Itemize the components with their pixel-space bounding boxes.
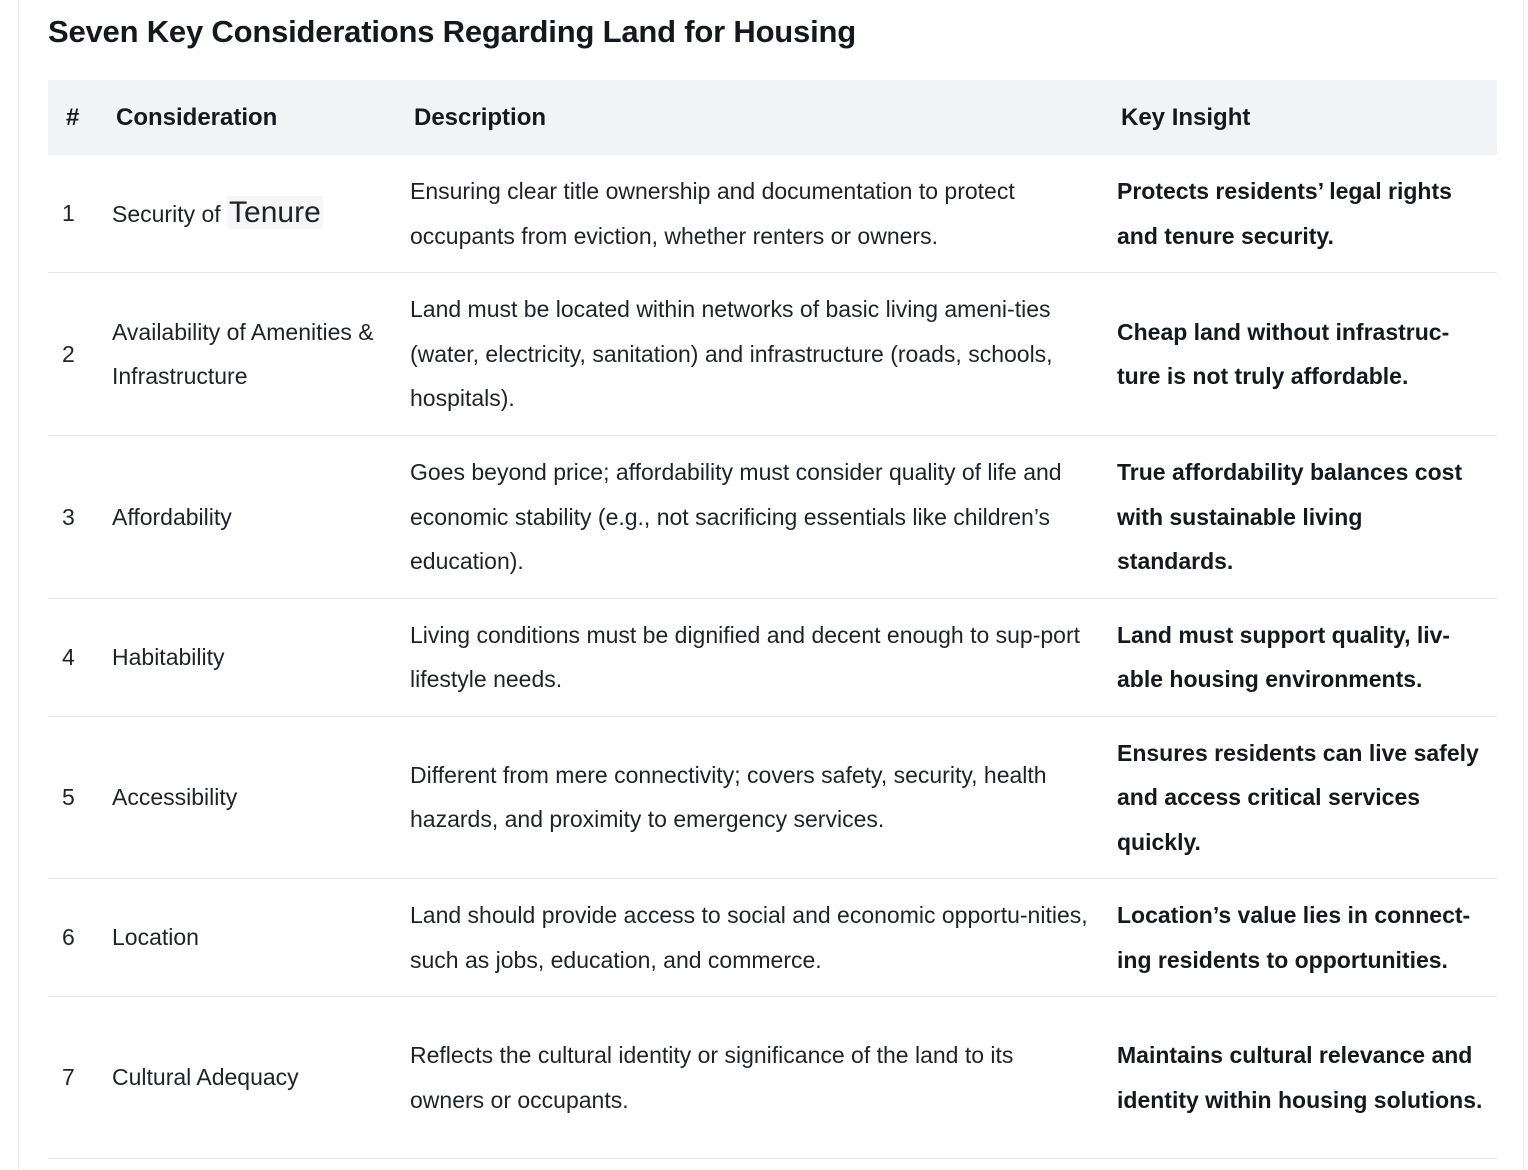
- row-consideration: Location: [112, 924, 199, 951]
- table-header-row: [48, 80, 1497, 155]
- header-number: #: [66, 103, 80, 131]
- row-consideration: Availability of Amenities & Infrastructure: [112, 318, 374, 389]
- row-consideration: [98, 155, 396, 273]
- consideration-prefix: Security of: [112, 200, 228, 227]
- row-key-insight: Ensures residents can live safely and access critical services quickly.: [1117, 739, 1479, 855]
- row-description: Land should provide access to social and economic opportu-nities, such as jobs, education, and commerce.: [410, 902, 1088, 973]
- row-description: Land must be located within networks of basic living ameni-ties (water, electricity, sanitation) and infrastructure (roads, schools, hospitals).: [410, 296, 1053, 412]
- row-description: Reflects the cultural identity or significance of the land to its owners or occupants.: [410, 1042, 1014, 1113]
- table-row: [48, 155, 1497, 273]
- row-key-insight: Location’s value lies in connect-ing residents to opportunities.: [1117, 902, 1471, 973]
- page-title: Seven Key Considerations Regarding Land for Housing: [48, 14, 856, 49]
- row-description: Ensuring clear title ownership and documentation to protect occupants from eviction, whether renters or owners.: [410, 178, 1015, 249]
- row-number: 2: [62, 340, 75, 367]
- row-number: 6: [62, 924, 75, 951]
- row-key-insight: True affordability balances cost with sustainable living standards.: [1117, 459, 1463, 574]
- row-number: 5: [62, 784, 75, 810]
- row-description: Living conditions must be dignified and decent enough to sup-port lifestyle needs.: [410, 621, 1081, 692]
- table-row: [48, 598, 1497, 716]
- considerations-table: [48, 80, 1497, 1159]
- row-key-insight: Land must support quality, liv-able housing environments.: [1117, 621, 1451, 692]
- row-consideration: Cultural Adequacy: [112, 1064, 299, 1091]
- row-number: 7: [62, 1064, 75, 1091]
- row-key-insight: Cheap land without infrastruc-ture is not truly affordable.: [1117, 318, 1450, 389]
- header-consideration: Consideration: [116, 103, 278, 131]
- row-consideration: Habitability: [112, 643, 225, 670]
- row-description: Goes beyond price; affordability must consider quality of life and economic stability (e.g., not sacrificing essentials like children’s education).: [410, 459, 1062, 574]
- row-consideration: Accessibility: [112, 784, 238, 810]
- row-consideration: Affordability: [112, 503, 232, 530]
- table-row: [48, 436, 1497, 599]
- header-description: Description: [414, 103, 547, 131]
- header-key-insight: Key Insight: [1121, 103, 1251, 131]
- row-key-insight: Protects residents’ legal rights and tenure security.: [1117, 178, 1452, 249]
- table-row: [48, 879, 1497, 997]
- table-row: [48, 997, 1497, 1159]
- consideration-emphasis: Tenure: [229, 195, 321, 229]
- row-number: 1: [62, 200, 75, 227]
- table-row: [48, 716, 1497, 879]
- table-row: [48, 273, 1497, 436]
- row-description: Different from mere connectivity; covers safety, security, health hazards, and proximity to emergency services.: [410, 761, 1047, 833]
- row-key-insight: Maintains cultural relevance and identity within housing solutions.: [1117, 1042, 1483, 1113]
- row-number: 3: [62, 503, 75, 530]
- row-number: 4: [62, 643, 75, 670]
